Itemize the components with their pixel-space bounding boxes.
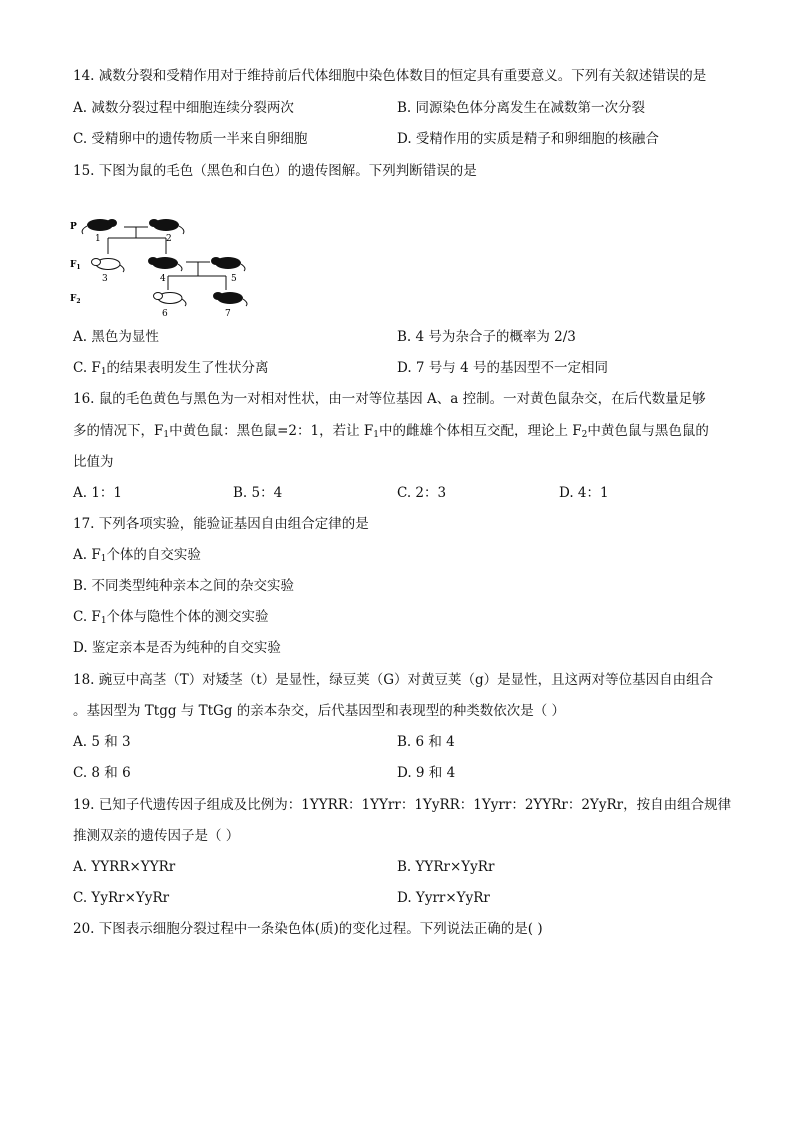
ind-1-label: 1 [95,234,101,244]
mouse-5-black-icon [211,257,245,271]
q15-option-b: B. 4 号为杂合子的概率为 2/3 [397,329,576,345]
pedigree-figure [68,210,268,325]
mouse-1-black-icon [82,219,117,234]
q17-option-c: C. $F_1$个体与隐性个体的测交实验 [73,609,269,626]
q18-option-d: D. 9 和 4 [397,765,456,781]
generation-p-label: P [70,222,77,232]
q18-option-a: A. 5 和 3 [73,734,131,750]
q18-option-b: B. 6 和 4 [397,734,455,750]
q19-option-d: D. Yyrr×YyRr [397,890,490,906]
q15-option-c: C. $F_1$的结果表明发生了性状分离 [73,360,269,377]
q16-option-d: D. 4：1 [559,485,609,501]
q17-option-b: B. 不同类型纯种亲本之间的杂交实验 [73,578,295,594]
mouse-6-white-icon [154,293,187,307]
ind-2-label: 2 [166,234,172,244]
q14-option-a: A. 减数分裂过程中细胞连续分裂两次 [73,100,294,116]
ind-3-label: 3 [102,274,108,284]
pedigree-diagram [68,210,268,325]
q16-stem-line2: 多的情况下，$F_1$中黄色鼠：黑色鼠=2：1，若让 $F_1$中的雌雄个体相互交配，理论上 $F_2$中黄色鼠与黑色鼠的 [73,423,709,440]
q14-option-b: B. 同源染色体分离发生在减数第一次分裂 [397,100,646,116]
ind-4-label: 4 [160,274,166,284]
q16-stem-line1: 16. 鼠的毛色黄色与黑色为一对相对性状，由一对等位基因 A、a 控制。一对黄色鼠杂交，在后代数量足够 [73,391,706,407]
q18-stem-line2: 。基因型为 Ttgg 与 TtGg 的亲本杂交，后代基因型和表现型的种类数依次是（ ） [73,703,566,719]
q15-option-d: D. 7 号与 4 号的基因型不一定相同 [397,360,608,376]
mouse-4-black-icon [148,257,182,271]
ind-6-label: 6 [162,309,168,319]
q19-stem-line2: 推测双亲的遗传因子是（ ） [73,828,240,844]
q15-stem: 15. 下图为鼠的毛色（黑色和白色）的遗传图解。下列判断错误的是 [73,163,477,179]
generation-f2-label: $F_2$ [70,294,81,305]
q16-stem-line3: 比值为 [73,454,114,470]
mouse-7-black-icon [213,292,247,306]
q20-stem: 20. 下图表示细胞分裂过程中一条染色体(质)的变化过程。下列说法正确的是( ) [73,921,543,937]
q19-option-a: A. YYRR×YYRr [73,859,176,875]
ind-5-label: 5 [231,274,237,284]
q17-stem: 17. 下列各项实验，能验证基因自由组合定律的是 [73,516,369,532]
generation-f1-label: $F_1$ [70,260,81,271]
q15-option-a: A. 黑色为显性 [73,329,159,345]
q19-option-c: C. YyRr×YyRr [73,890,170,906]
q19-option-b: B. YYRr×YyRr [397,859,495,875]
mouse-2-black-icon [149,219,184,234]
q16-option-c: C. 2：3 [397,485,447,501]
q18-stem-line1: 18. 豌豆中高茎（T）对矮茎（t）是显性，绿豆荚（G）对黄豆荚（g）是显性，且这两对等位基因自由组合 [73,672,714,688]
q19-stem-line1: 19. 已知子代遗传因子组成及比例为：1YYRR：1YYrr：1YyRR：1Yyrr：2YYRr：2YyRr，按自由组合规律 [73,797,732,813]
q18-option-c: C. 8 和 6 [73,765,131,781]
q14-option-c: C. 受精卵中的遗传物质一半来自卵细胞 [73,131,308,147]
q14-stem: 14. 减数分裂和受精作用对于维持前后代体细胞中染色体数目的恒定具有重要意义。下列有关叙述错误的是 [73,68,707,84]
q17-option-a: A. $F_1$个体的自交实验 [73,547,201,564]
q16-option-b: B. 5：4 [233,485,283,501]
mouse-3-white-icon [92,259,125,273]
ind-7-label: 7 [225,309,231,319]
q14-option-d: D. 受精作用的实质是精子和卵细胞的核融合 [397,131,659,147]
q16-option-a: A. 1：1 [73,485,123,501]
q17-option-d: D. 鉴定亲本是否为纯种的自交实验 [73,640,281,656]
